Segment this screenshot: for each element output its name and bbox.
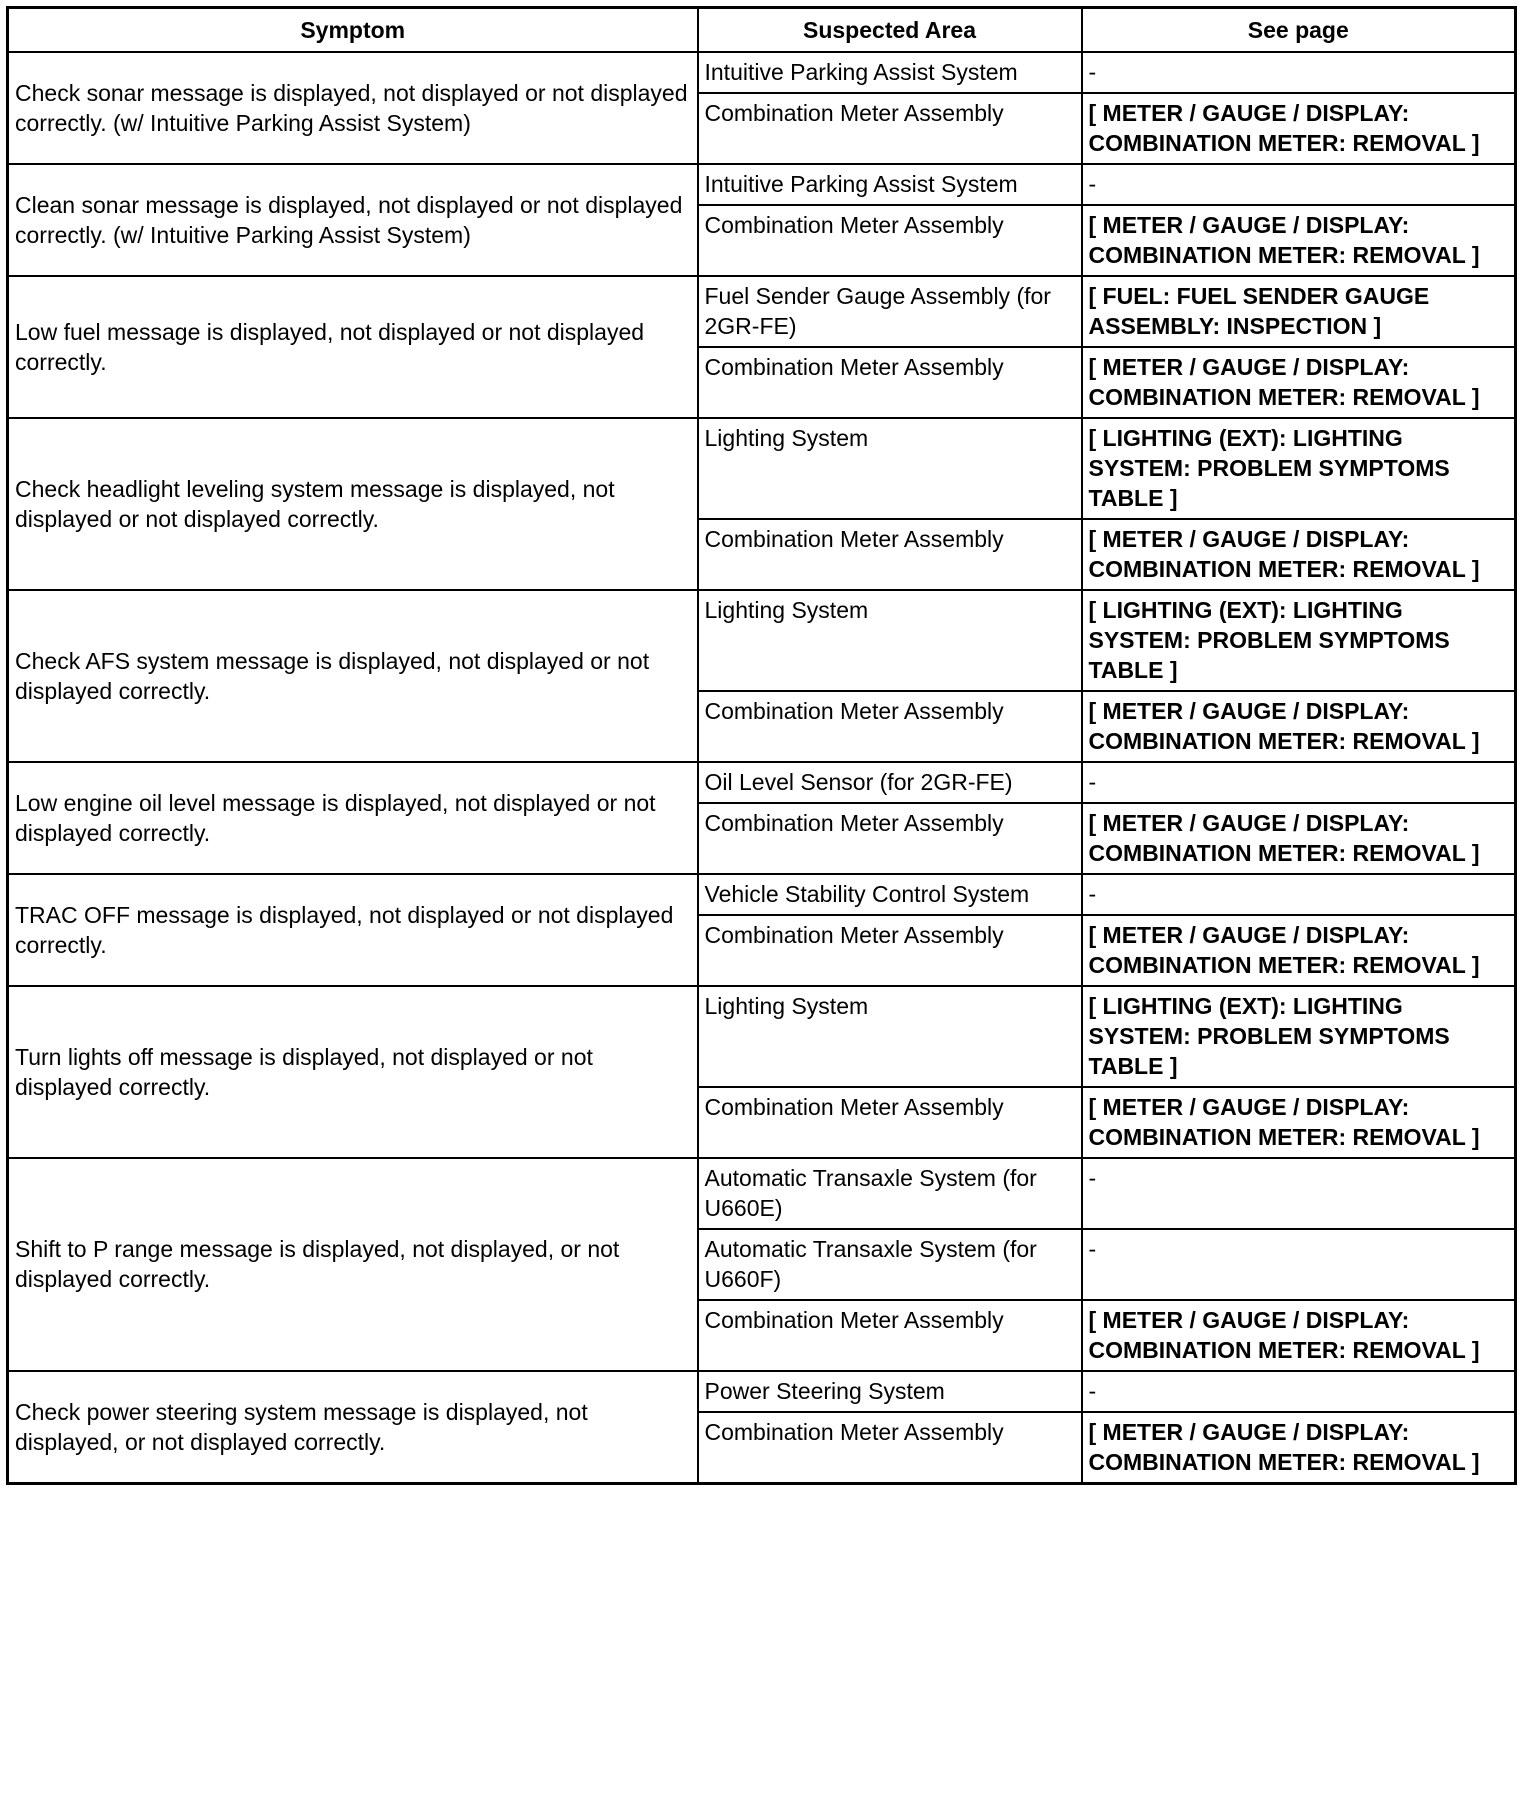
see-page-link[interactable]: [ LIGHTING (EXT): LIGHTING SYSTEM: PROBLEM SYMPTOMS TABLE ] <box>1082 986 1516 1087</box>
suspected-area-cell: Lighting System <box>698 986 1082 1087</box>
table-row <box>8 590 1516 691</box>
suspected-area-cell: Combination Meter Assembly <box>698 519 1082 590</box>
suspected-area-cell: Combination Meter Assembly <box>698 1300 1082 1371</box>
see-page-link[interactable]: [ METER / GAUGE / DISPLAY: COMBINATION METER: REMOVAL ] <box>1082 1087 1516 1158</box>
see-page-link[interactable]: [ METER / GAUGE / DISPLAY: COMBINATION METER: REMOVAL ] <box>1082 1412 1516 1484</box>
table-row <box>8 1371 1516 1412</box>
see-page-link[interactable]: [ METER / GAUGE / DISPLAY: COMBINATION METER: REMOVAL ] <box>1082 1300 1516 1371</box>
see-page-link[interactable]: [ METER / GAUGE / DISPLAY: COMBINATION METER: REMOVAL ] <box>1082 803 1516 874</box>
see-page-link[interactable]: [ METER / GAUGE / DISPLAY: COMBINATION METER: REMOVAL ] <box>1082 205 1516 276</box>
suspected-area-cell: Combination Meter Assembly <box>698 803 1082 874</box>
table-row <box>8 1158 1516 1229</box>
suspected-area-cell: Combination Meter Assembly <box>698 93 1082 164</box>
see-page-cell: - <box>1082 1158 1516 1229</box>
header-symptom: Symptom <box>8 8 698 53</box>
see-page-link[interactable]: [ FUEL: FUEL SENDER GAUGE ASSEMBLY: INSPECTION ] <box>1082 276 1516 347</box>
see-page-cell: - <box>1082 164 1516 205</box>
see-page-link[interactable]: [ METER / GAUGE / DISPLAY: COMBINATION METER: REMOVAL ] <box>1082 347 1516 418</box>
suspected-area-cell: Combination Meter Assembly <box>698 1087 1082 1158</box>
symptom-cell: Check AFS system message is displayed, not displayed or not displayed correctly. <box>8 590 698 762</box>
see-page-cell: - <box>1082 1229 1516 1300</box>
suspected-area-cell: Oil Level Sensor (for 2GR-FE) <box>698 762 1082 803</box>
table-body <box>8 52 1516 1484</box>
symptom-cell: Turn lights off message is displayed, not displayed or not displayed correctly. <box>8 986 698 1158</box>
suspected-area-cell: Intuitive Parking Assist System <box>698 164 1082 205</box>
table-row <box>8 762 1516 803</box>
suspected-area-cell: Intuitive Parking Assist System <box>698 52 1082 93</box>
suspected-area-cell: Lighting System <box>698 590 1082 691</box>
suspected-area-cell: Combination Meter Assembly <box>698 691 1082 762</box>
header-row <box>8 8 1516 53</box>
symptom-cell: Shift to P range message is displayed, not displayed, or not displayed correctly. <box>8 1158 698 1371</box>
suspected-area-cell: Combination Meter Assembly <box>698 347 1082 418</box>
symptom-cell: TRAC OFF message is displayed, not displayed or not displayed correctly. <box>8 874 698 986</box>
suspected-area-cell: Combination Meter Assembly <box>698 1412 1082 1484</box>
suspected-area-cell: Automatic Transaxle System (for U660E) <box>698 1158 1082 1229</box>
suspected-area-cell: Combination Meter Assembly <box>698 915 1082 986</box>
see-page-link[interactable]: [ LIGHTING (EXT): LIGHTING SYSTEM: PROBLEM SYMPTOMS TABLE ] <box>1082 418 1516 519</box>
symptom-cell: Low fuel message is displayed, not displayed or not displayed correctly. <box>8 276 698 418</box>
table-row <box>8 418 1516 519</box>
see-page-link[interactable]: [ METER / GAUGE / DISPLAY: COMBINATION METER: REMOVAL ] <box>1082 691 1516 762</box>
problem-symptoms-table <box>6 6 1517 1485</box>
symptom-cell: Clean sonar message is displayed, not displayed or not displayed correctly. (w/ Intuitive Parking Assist System) <box>8 164 698 276</box>
suspected-area-cell: Power Steering System <box>698 1371 1082 1412</box>
suspected-area-cell: Automatic Transaxle System (for U660F) <box>698 1229 1082 1300</box>
see-page-cell: - <box>1082 1371 1516 1412</box>
symptom-cell: Check power steering system message is displayed, not displayed, or not displayed correctly. <box>8 1371 698 1484</box>
see-page-link[interactable]: [ METER / GAUGE / DISPLAY: COMBINATION METER: REMOVAL ] <box>1082 915 1516 986</box>
table-row <box>8 164 1516 205</box>
suspected-area-cell: Fuel Sender Gauge Assembly (for 2GR-FE) <box>698 276 1082 347</box>
table-row <box>8 276 1516 347</box>
see-page-link[interactable]: [ METER / GAUGE / DISPLAY: COMBINATION METER: REMOVAL ] <box>1082 519 1516 590</box>
table-row <box>8 874 1516 915</box>
suspected-area-cell: Combination Meter Assembly <box>698 205 1082 276</box>
see-page-cell: - <box>1082 874 1516 915</box>
symptom-cell: Check headlight leveling system message is displayed, not displayed or not displayed correctly. <box>8 418 698 590</box>
header-suspected-area: Suspected Area <box>698 8 1082 53</box>
symptom-cell: Check sonar message is displayed, not displayed or not displayed correctly. (w/ Intuitive Parking Assist System) <box>8 52 698 164</box>
table-row <box>8 52 1516 93</box>
suspected-area-cell: Vehicle Stability Control System <box>698 874 1082 915</box>
header-see-page: See page <box>1082 8 1516 53</box>
see-page-link[interactable]: [ METER / GAUGE / DISPLAY: COMBINATION METER: REMOVAL ] <box>1082 93 1516 164</box>
symptom-cell: Low engine oil level message is displayed, not displayed or not displayed correctly. <box>8 762 698 874</box>
see-page-cell: - <box>1082 762 1516 803</box>
table-row <box>8 986 1516 1087</box>
see-page-link[interactable]: [ LIGHTING (EXT): LIGHTING SYSTEM: PROBLEM SYMPTOMS TABLE ] <box>1082 590 1516 691</box>
see-page-cell: - <box>1082 52 1516 93</box>
suspected-area-cell: Lighting System <box>698 418 1082 519</box>
